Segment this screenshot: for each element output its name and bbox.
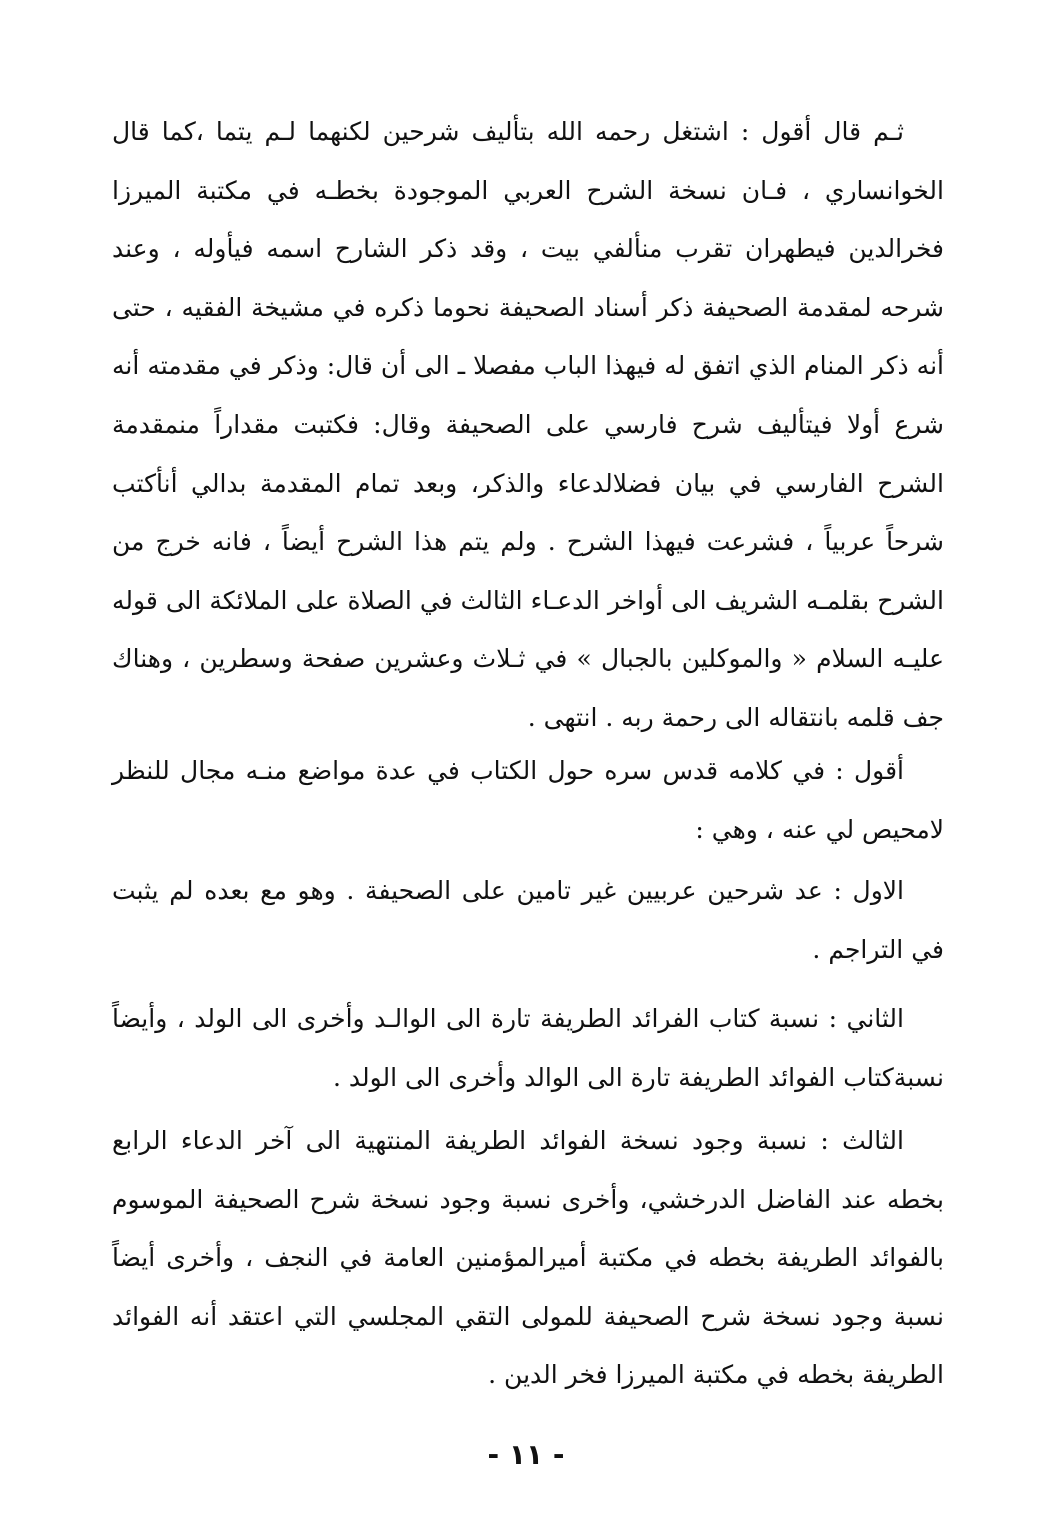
paragraph-text: أقول : في كلامه قدس سره حول الكتاب في عدة مواضع منـه مجال للنظر لامحيص لي عنه ، وهي : bbox=[112, 756, 944, 844]
paragraph-text: الثالث : نسبة وجود نسخة الفوائد الطريفة المنتهية الى آخر الدعاء الرابع بخطه عند الفاضل الدرخشي، وأخرى نسبة وجود نسخة شرح الصحيفة الموسوم بالفوائد الطريفة بخطه في مكتبة أميرالمؤمنين العامة في النجف ، وأخرى أيضاً نسبة وجود نسخة شرح الصحيفة للمولى التقي المجلسي التي اعتقد أنه الفوائد الطريفة بخطه في مكتبة الميرزا فخر الدين . bbox=[112, 1126, 944, 1390]
page-number: - ١١ - bbox=[487, 1438, 565, 1471]
paragraph-third-point bbox=[112, 1112, 944, 1412]
paragraph-text: ثـم قال أقول : اشتغل رحمه الله بتأليف شرحين لكنهما لـم يتما ،كما قال الخوانساري ، فـان نسخة الشرح العربي الموجودة بخطـه في مكتبة الميرزا فخرالدين فيطهران تقرب منألفي بيت ، وقد ذكر الشارح اسمه فيأوله ، وعند شرحه لمقدمة الصحيفة ذكر أسناد الصحيفة نحوما ذكره في مشيخة الفقيه ، حتى أنه ذكر المنام الذي اتفق له فيهذا الباب مفصلا ـ الى أن قال: وذكر في مقدمته أنه شرع أولا فيتأليف شرح فارسي على الصحيفة وقال: فكتبت مقداراً منمقدمة الشرح الفارسي في بيان فضلالدعاء والذكر، وبعد تمام المقدمة بدالي أنأكتب شرحاً عربياً ، فشرعت فيهذا الشرح . ولم يتم هذا الشرح أيضاً ، فانه خرج من الشرح بقلمـه الشريف الى أواخر الدعـاء الثالث في الصلاة على الملائكة الى قوله عليـه السلام « والموكلين بالجبال » في ثـلاث وعشرين صفحة وسطرين ، وهناك جف قلمه بانتقاله الى رحمة ربه . انتهى . bbox=[112, 117, 944, 732]
paragraph-quote bbox=[112, 103, 944, 748]
paragraph-text: الثاني : نسبة كتاب الفرائد الطريفة تارة الى الوالـد وأخرى الى الولد ، وأيضاً نسبةكتاب الفوائد الطريفة تارة الى الوالد وأخرى الى الولد . bbox=[112, 1004, 944, 1092]
paragraph-second-point bbox=[112, 990, 944, 1108]
paragraph-text: الاول : عد شرحين عربيين غير تامين على الصحيفة . وهو مع بعده لم يثبت في التراجم . bbox=[112, 876, 944, 964]
paragraph-first-point bbox=[112, 862, 944, 980]
paragraph-comment bbox=[112, 742, 944, 860]
